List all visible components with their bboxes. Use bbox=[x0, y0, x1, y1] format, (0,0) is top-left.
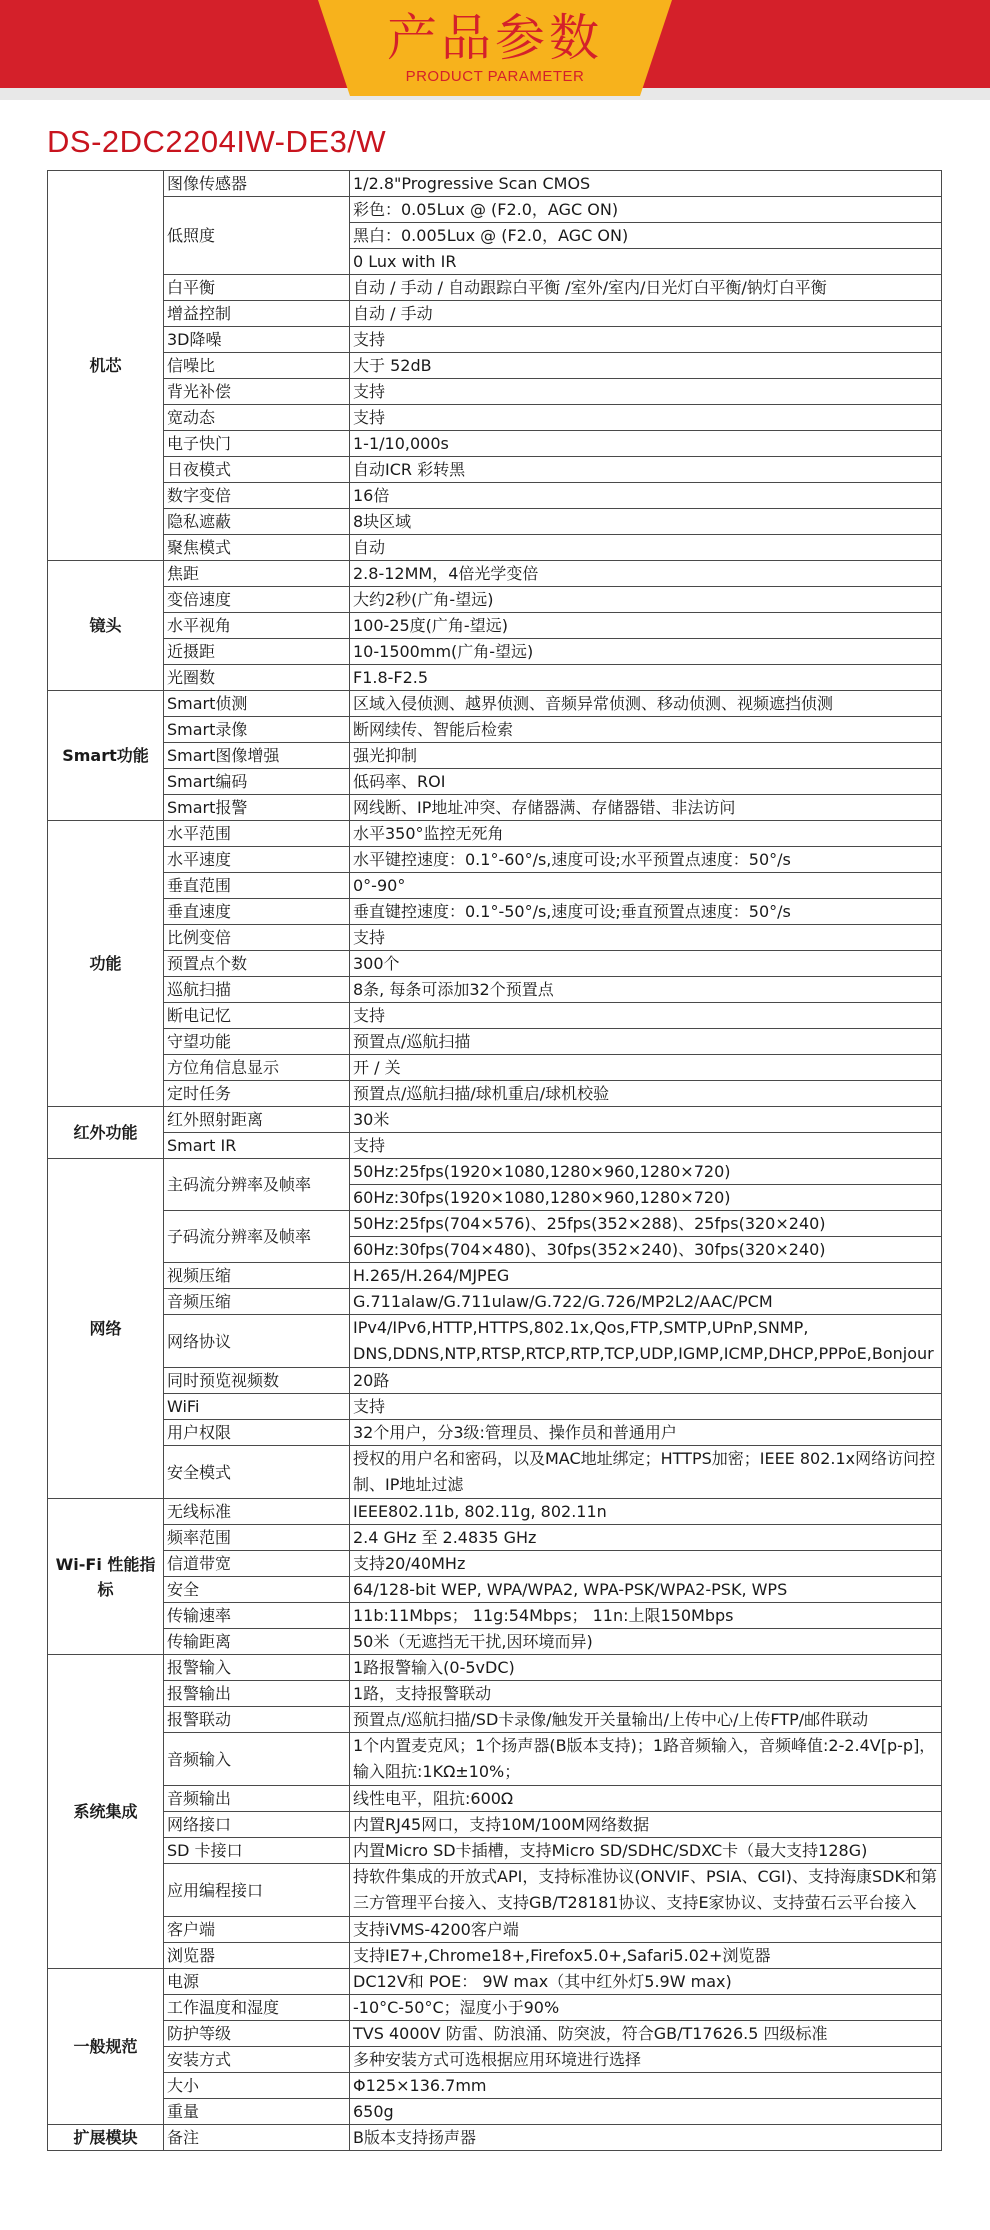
spec-row bbox=[48, 1707, 942, 1733]
spec-row bbox=[48, 951, 942, 977]
spec-row bbox=[48, 1081, 942, 1107]
spec-value: 自动 bbox=[350, 535, 942, 561]
spec-value: 网线断、IP地址冲突、存储器满、存储器错、非法访问 bbox=[350, 795, 942, 821]
spec-value: 50米（无遮挡无干扰,因环境而异) bbox=[350, 1629, 942, 1655]
spec-table bbox=[47, 170, 942, 2151]
spec-row bbox=[48, 535, 942, 561]
spec-value-line: 持软件集成的开放式API，支持标准协议(ONVIF、PSIA、CGI)、支持海康SDK和第 bbox=[353, 1867, 937, 1886]
spec-item-label: 网络协议 bbox=[164, 1315, 350, 1368]
spec-row bbox=[48, 1733, 942, 1786]
spec-value: 60Hz:30fps(1920×1080,1280×960,1280×720) bbox=[350, 1185, 942, 1211]
spec-row bbox=[48, 379, 942, 405]
spec-row bbox=[48, 769, 942, 795]
spec-item-label: 报警输出 bbox=[164, 1681, 350, 1707]
spec-value: IEEE802.11b, 802.11g, 802.11n bbox=[350, 1499, 942, 1525]
spec-value-line: 输入阻抗:1KΩ±10%； bbox=[353, 1762, 521, 1781]
spec-value-line: 授权的用户名和密码，以及MAC地址绑定；HTTPS加密；IEEE 802.1x网络访问控 bbox=[353, 1449, 936, 1468]
spec-value bbox=[350, 1315, 942, 1368]
spec-value: 自动ICR 彩转黑 bbox=[350, 457, 942, 483]
spec-row bbox=[48, 2021, 942, 2047]
spec-row bbox=[48, 847, 942, 873]
spec-item-label: 传输速率 bbox=[164, 1603, 350, 1629]
spec-item-label: 低照度 bbox=[164, 197, 350, 275]
spec-value: 60Hz:30fps(704×480)、30fps(352×240)、30fps(320×240) bbox=[350, 1237, 942, 1263]
spec-item-label: 大小 bbox=[164, 2073, 350, 2099]
spec-row bbox=[48, 1864, 942, 1917]
spec-row bbox=[48, 1551, 942, 1577]
spec-value: 自动 / 手动 / 自动跟踪白平衡 /室外/室内/日光灯白平衡/钠灯白平衡 bbox=[350, 275, 942, 301]
spec-value: 多种安装方式可选根据应用环境进行选择 bbox=[350, 2047, 942, 2073]
spec-item-label: 视频压缩 bbox=[164, 1263, 350, 1289]
banner-title: 产品参数 bbox=[387, 9, 603, 67]
spec-item-label: 防护等级 bbox=[164, 2021, 350, 2047]
section-name: 网络 bbox=[48, 1159, 164, 1499]
spec-item-label: Smart编码 bbox=[164, 769, 350, 795]
spec-value: 支持iVMS-4200客户端 bbox=[350, 1917, 942, 1943]
spec-item-label: 隐私遮蔽 bbox=[164, 509, 350, 535]
spec-row bbox=[48, 899, 942, 925]
spec-value: 预置点/巡航扫描/SD卡录像/触发开关量输出/上传中心/上传FTP/邮件联动 bbox=[350, 1707, 942, 1733]
spec-row bbox=[48, 301, 942, 327]
spec-item-label: 报警联动 bbox=[164, 1707, 350, 1733]
spec-value: 支持IE7+,Chrome18+,Firefox5.0+,Safari5.02+浏览器 bbox=[350, 1943, 942, 1969]
spec-item-label: Smart侦测 bbox=[164, 691, 350, 717]
spec-value bbox=[350, 1446, 942, 1499]
spec-value: 黑白：0.005Lux @ (F2.0，AGC ON) bbox=[350, 223, 942, 249]
spec-item-label: 重量 bbox=[164, 2099, 350, 2125]
spec-value: TVS 4000V 防雷、防浪涌、防突波，符合GB/T17626.5 四级标准 bbox=[350, 2021, 942, 2047]
spec-value: 支持 bbox=[350, 327, 942, 353]
spec-row bbox=[48, 483, 942, 509]
spec-value: 大于 52dB bbox=[350, 353, 942, 379]
spec-row bbox=[48, 925, 942, 951]
spec-row bbox=[48, 1446, 942, 1499]
spec-value: 预置点/巡航扫描/球机重启/球机校验 bbox=[350, 1081, 942, 1107]
spec-item-label: 水平范围 bbox=[164, 821, 350, 847]
spec-row bbox=[48, 327, 942, 353]
spec-value-line: IPv4/IPv6,HTTP,HTTPS,802.1x,Qos,FTP,SMTP,UPnP,SNMP, bbox=[353, 1318, 809, 1337]
spec-row bbox=[48, 1159, 942, 1185]
spec-value: 开 / 关 bbox=[350, 1055, 942, 1081]
spec-value: 断网续传、智能后检索 bbox=[350, 717, 942, 743]
spec-item-label: 信噪比 bbox=[164, 353, 350, 379]
spec-value bbox=[350, 1864, 942, 1917]
spec-value: 30米 bbox=[350, 1107, 942, 1133]
spec-row bbox=[48, 587, 942, 613]
spec-item-label: 音频输出 bbox=[164, 1786, 350, 1812]
spec-value: Φ125×136.7mm bbox=[350, 2073, 942, 2099]
spec-value: 内置RJ45网口，支持10M/100M网络数据 bbox=[350, 1812, 942, 1838]
spec-item-label: 应用编程接口 bbox=[164, 1864, 350, 1917]
spec-value: F1.8-F2.5 bbox=[350, 665, 942, 691]
spec-row bbox=[48, 665, 942, 691]
spec-row bbox=[48, 1525, 942, 1551]
spec-value: 水平350°监控无死角 bbox=[350, 821, 942, 847]
spec-item-label: 传输距离 bbox=[164, 1629, 350, 1655]
spec-value-line: 三方管理平台接入、支持GB/T28181协议、支持E家协议、支持萤石云平台接入 bbox=[353, 1893, 917, 1912]
spec-row bbox=[48, 2047, 942, 2073]
spec-item-label: 无线标准 bbox=[164, 1499, 350, 1525]
spec-value: 2.8-12MM，4倍光学变倍 bbox=[350, 561, 942, 587]
spec-item-label: 白平衡 bbox=[164, 275, 350, 301]
spec-item-label: 安全模式 bbox=[164, 1446, 350, 1499]
spec-row bbox=[48, 1107, 942, 1133]
spec-item-label: 频率范围 bbox=[164, 1525, 350, 1551]
spec-item-label: WiFi bbox=[164, 1394, 350, 1420]
spec-item-label: 浏览器 bbox=[164, 1943, 350, 1969]
spec-value: 10-1500mm(广角-望远) bbox=[350, 639, 942, 665]
spec-row bbox=[48, 639, 942, 665]
spec-item-label: 聚焦模式 bbox=[164, 535, 350, 561]
spec-item-label: 同时预览视频数 bbox=[164, 1368, 350, 1394]
spec-item-label: 电子快门 bbox=[164, 431, 350, 457]
spec-value: 50Hz:25fps(1920×1080,1280×960,1280×720) bbox=[350, 1159, 942, 1185]
spec-value: 11b:11Mbps； 11g:54Mbps； 11n:上限150Mbps bbox=[350, 1603, 942, 1629]
spec-item-label: 工作温度和湿度 bbox=[164, 1995, 350, 2021]
spec-item-label: Smart图像增强 bbox=[164, 743, 350, 769]
spec-row bbox=[48, 1681, 942, 1707]
spec-value: 支持 bbox=[350, 925, 942, 951]
spec-value: 内置Micro SD卡插槽，支持Micro SD/SDHC/SDXC卡（最大支持128G) bbox=[350, 1838, 942, 1864]
section-name: 功能 bbox=[48, 821, 164, 1107]
model-number: DS-2DC2204IW-DE3/W bbox=[47, 124, 387, 159]
spec-item-label: 客户端 bbox=[164, 1917, 350, 1943]
section-name: 镜头 bbox=[48, 561, 164, 691]
spec-row bbox=[48, 1838, 942, 1864]
spec-row bbox=[48, 197, 942, 223]
spec-value: 区域入侵侦测、越界侦测、音频异常侦测、移动侦测、视频遮挡侦测 bbox=[350, 691, 942, 717]
spec-item-label: 音频压缩 bbox=[164, 1289, 350, 1315]
spec-item-label: 定时任务 bbox=[164, 1081, 350, 1107]
spec-row bbox=[48, 431, 942, 457]
spec-row bbox=[48, 1029, 942, 1055]
spec-row bbox=[48, 2125, 942, 2151]
spec-row bbox=[48, 1211, 942, 1237]
spec-value: -10°C-50°C；湿度小于90% bbox=[350, 1995, 942, 2021]
spec-item-label: 断电记忆 bbox=[164, 1003, 350, 1029]
spec-item-label: 巡航扫描 bbox=[164, 977, 350, 1003]
spec-item-label: 水平速度 bbox=[164, 847, 350, 873]
spec-row bbox=[48, 1368, 942, 1394]
spec-item-label: 光圈数 bbox=[164, 665, 350, 691]
spec-value: 支持 bbox=[350, 405, 942, 431]
spec-row bbox=[48, 1263, 942, 1289]
spec-value: G.711alaw/G.711ulaw/G.722/G.726/MP2L2/AAC/PCM bbox=[350, 1289, 942, 1315]
spec-item-label: Smart IR bbox=[164, 1133, 350, 1159]
spec-value: 支持 bbox=[350, 1003, 942, 1029]
spec-row bbox=[48, 613, 942, 639]
spec-value: 支持20/40MHz bbox=[350, 1551, 942, 1577]
spec-row bbox=[48, 821, 942, 847]
spec-value: 8块区域 bbox=[350, 509, 942, 535]
spec-row bbox=[48, 1133, 942, 1159]
spec-row bbox=[48, 1315, 942, 1368]
spec-value: 支持 bbox=[350, 379, 942, 405]
spec-value: DC12V和 POE： 9W max（其中红外灯5.9W max) bbox=[350, 1969, 942, 1995]
spec-row bbox=[48, 1995, 942, 2021]
spec-item-label: 焦距 bbox=[164, 561, 350, 587]
spec-value: 线性电平，阻抗:600Ω bbox=[350, 1786, 942, 1812]
spec-row bbox=[48, 1943, 942, 1969]
spec-value: 8条, 每条可添加32个预置点 bbox=[350, 977, 942, 1003]
spec-item-label: 备注 bbox=[164, 2125, 350, 2151]
spec-value bbox=[350, 1733, 942, 1786]
spec-row bbox=[48, 2073, 942, 2099]
spec-item-label: 宽动态 bbox=[164, 405, 350, 431]
spec-value: 100-25度(广角-望远) bbox=[350, 613, 942, 639]
spec-item-label: 主码流分辨率及帧率 bbox=[164, 1159, 350, 1211]
spec-value: 1路，支持报警联动 bbox=[350, 1681, 942, 1707]
spec-row bbox=[48, 1289, 942, 1315]
spec-row bbox=[48, 717, 942, 743]
spec-value: 0°-90° bbox=[350, 873, 942, 899]
spec-value: 垂直键控速度：0.1°-50°/s,速度可设;垂直预置点速度：50°/s bbox=[350, 899, 942, 925]
spec-item-label: 增益控制 bbox=[164, 301, 350, 327]
spec-row bbox=[48, 691, 942, 717]
spec-row bbox=[48, 1577, 942, 1603]
spec-item-label: 数字变倍 bbox=[164, 483, 350, 509]
spec-item-label: 变倍速度 bbox=[164, 587, 350, 613]
spec-value: 1/2.8"Progressive Scan CMOS bbox=[350, 171, 942, 197]
spec-row bbox=[48, 1655, 942, 1681]
spec-value-line: 制、IP地址过滤 bbox=[353, 1475, 464, 1494]
spec-row bbox=[48, 1603, 942, 1629]
spec-value: 支持 bbox=[350, 1394, 942, 1420]
spec-value: 1-1/10,000s bbox=[350, 431, 942, 457]
section-name: 系统集成 bbox=[48, 1655, 164, 1969]
section-name: 扩展模块 bbox=[48, 2125, 164, 2151]
spec-value-line: 1个内置麦克风；1个扬声器(B版本支持)；1路音频输入，音频峰值:2-2.4V[p-p]， bbox=[353, 1736, 936, 1755]
banner bbox=[0, 0, 990, 100]
spec-value-line: DNS,DDNS,NTP,RTSP,RTCP,RTP,TCP,UDP,IGMP,ICMP,DHCP,PPPoE,Bonjour bbox=[353, 1344, 934, 1363]
spec-value: 32个用户，分3级:管理员、操作员和普通用户 bbox=[350, 1420, 942, 1446]
spec-row bbox=[48, 977, 942, 1003]
spec-row bbox=[48, 1420, 942, 1446]
spec-row bbox=[48, 353, 942, 379]
spec-row bbox=[48, 1917, 942, 1943]
spec-value: 0 Lux with IR bbox=[350, 249, 942, 275]
spec-row bbox=[48, 873, 942, 899]
spec-item-label: 音频输入 bbox=[164, 1733, 350, 1786]
spec-row bbox=[48, 509, 942, 535]
spec-value: 大约2秒(广角-望远) bbox=[350, 587, 942, 613]
spec-value: H.265/H.264/MJPEG bbox=[350, 1263, 942, 1289]
spec-item-label: 用户权限 bbox=[164, 1420, 350, 1446]
spec-item-label: 水平视角 bbox=[164, 613, 350, 639]
spec-item-label: 电源 bbox=[164, 1969, 350, 1995]
spec-value: 64/128-bit WEP, WPA/WPA2, WPA-PSK/WPA2-PSK, WPS bbox=[350, 1577, 942, 1603]
spec-item-label: Smart报警 bbox=[164, 795, 350, 821]
spec-item-label: 红外照射距离 bbox=[164, 1107, 350, 1133]
spec-value: B版本支持扬声器 bbox=[350, 2125, 942, 2151]
spec-item-label: 安装方式 bbox=[164, 2047, 350, 2073]
spec-row bbox=[48, 2099, 942, 2125]
spec-value: 20路 bbox=[350, 1368, 942, 1394]
spec-item-label: 垂直范围 bbox=[164, 873, 350, 899]
spec-row bbox=[48, 743, 942, 769]
spec-item-label: 图像传感器 bbox=[164, 171, 350, 197]
spec-value: 预置点/巡航扫描 bbox=[350, 1029, 942, 1055]
spec-row bbox=[48, 171, 942, 197]
spec-value: 支持 bbox=[350, 1133, 942, 1159]
spec-value: 650g bbox=[350, 2099, 942, 2125]
spec-value: 2.4 GHz 至 2.4835 GHz bbox=[350, 1525, 942, 1551]
spec-value: 16倍 bbox=[350, 483, 942, 509]
spec-row bbox=[48, 1969, 942, 1995]
spec-item-label: 方位角信息显示 bbox=[164, 1055, 350, 1081]
spec-item-label: 3D降噪 bbox=[164, 327, 350, 353]
spec-row bbox=[48, 795, 942, 821]
spec-row bbox=[48, 1394, 942, 1420]
spec-item-label: 日夜模式 bbox=[164, 457, 350, 483]
spec-row bbox=[48, 275, 942, 301]
spec-row bbox=[48, 1629, 942, 1655]
spec-value: 水平键控速度：0.1°-60°/s,速度可设;水平预置点速度：50°/s bbox=[350, 847, 942, 873]
spec-item-label: 预置点个数 bbox=[164, 951, 350, 977]
spec-row bbox=[48, 561, 942, 587]
spec-item-label: 近摄距 bbox=[164, 639, 350, 665]
section-name: 机芯 bbox=[48, 171, 164, 561]
spec-item-label: 比例变倍 bbox=[164, 925, 350, 951]
spec-row bbox=[48, 1499, 942, 1525]
spec-value: 50Hz:25fps(704×576)、25fps(352×288)、25fps(320×240) bbox=[350, 1211, 942, 1237]
spec-item-label: 子码流分辨率及帧率 bbox=[164, 1211, 350, 1263]
spec-item-label: 守望功能 bbox=[164, 1029, 350, 1055]
section-name: Smart功能 bbox=[48, 691, 164, 821]
section-name: Wi-Fi 性能指标 bbox=[48, 1499, 164, 1655]
spec-value: 低码率、ROI bbox=[350, 769, 942, 795]
spec-value: 300个 bbox=[350, 951, 942, 977]
banner-subtitle: PRODUCT PARAMETER bbox=[405, 68, 585, 85]
spec-row bbox=[48, 1055, 942, 1081]
spec-item-label: SD 卡接口 bbox=[164, 1838, 350, 1864]
spec-value: 彩色：0.05Lux @ (F2.0，AGC ON) bbox=[350, 197, 942, 223]
spec-value: 1路报警输入(0-5vDC) bbox=[350, 1655, 942, 1681]
spec-item-label: 垂直速度 bbox=[164, 899, 350, 925]
spec-item-label: 报警输入 bbox=[164, 1655, 350, 1681]
spec-row bbox=[48, 1786, 942, 1812]
spec-item-label: 安全 bbox=[164, 1577, 350, 1603]
spec-value: 自动 / 手动 bbox=[350, 301, 942, 327]
spec-row bbox=[48, 457, 942, 483]
section-name: 红外功能 bbox=[48, 1107, 164, 1159]
section-name: 一般规范 bbox=[48, 1969, 164, 2125]
spec-row bbox=[48, 1812, 942, 1838]
spec-row bbox=[48, 1003, 942, 1029]
spec-row bbox=[48, 405, 942, 431]
spec-item-label: 背光补偿 bbox=[164, 379, 350, 405]
spec-item-label: 网络接口 bbox=[164, 1812, 350, 1838]
spec-item-label: Smart录像 bbox=[164, 717, 350, 743]
spec-item-label: 信道带宽 bbox=[164, 1551, 350, 1577]
spec-value: 强光抑制 bbox=[350, 743, 942, 769]
